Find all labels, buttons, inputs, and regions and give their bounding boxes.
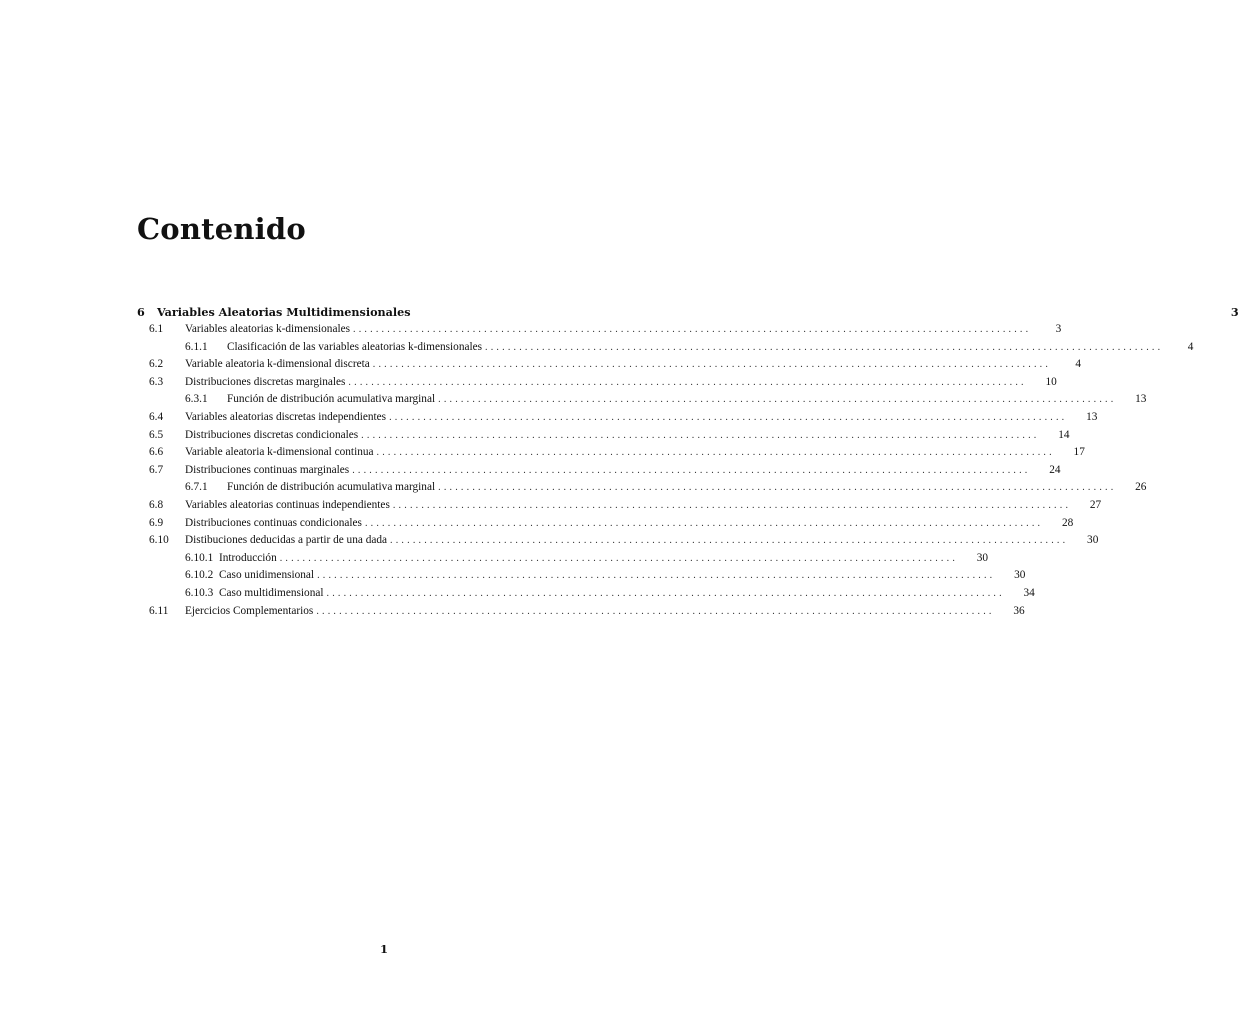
toc-entry-title: Función de distribución acumulativa marginal (227, 393, 436, 406)
toc-entry-page: 13 (1086, 410, 1098, 423)
toc-entry-page: 30 (976, 551, 989, 564)
toc-entry-section[interactable] (137, 532, 1099, 550)
toc-entry-subsection[interactable] (137, 585, 1035, 603)
toc-entry-section[interactable] (137, 427, 1070, 445)
page-number: 1 (379, 942, 388, 956)
toc-entry-number: 6.10 (149, 534, 169, 547)
toc-entry-section[interactable] (137, 321, 1062, 339)
toc-entry-number: 6.11 (149, 604, 169, 617)
toc-entry-number: 6.4 (149, 410, 164, 423)
dot-leader: ....................................................................................................................... (372, 359, 1052, 371)
toc-entry-page: 34 (1023, 586, 1035, 599)
toc-entry-number: 6.7 (149, 463, 164, 476)
toc-entry-page: 4 (1075, 358, 1082, 371)
toc-entry-section[interactable] (137, 356, 1082, 374)
toc-entry-page: 14 (1058, 428, 1070, 441)
dot-leader: ....................................................................................................................... (353, 324, 1032, 335)
toc-entry-page: 26 (1135, 481, 1147, 494)
toc-entry-title: Distribuciones continuas condicionales (185, 516, 362, 529)
dot-leader: ....................................................................................................................... (326, 587, 1005, 599)
toc-entry-title: Caso multidimensional (219, 586, 324, 599)
dot-leader: ....................................................................................................................... (317, 570, 996, 582)
toc-entry-section[interactable] (137, 497, 1102, 515)
table-of-contents (137, 303, 1239, 620)
toc-entry-section[interactable] (137, 374, 1057, 392)
toc-entry-subsection[interactable] (137, 339, 1194, 357)
toc-entry-title: Ejercicios Complementarios (185, 604, 314, 617)
toc-entry-page: 36 (1013, 604, 1025, 617)
toc-entry-page: 30 (1087, 534, 1099, 547)
page-title: Contenido (137, 212, 306, 246)
dot-leader: ....................................................................................................................... (348, 376, 1027, 388)
dot-leader: ....................................................................................................................... (316, 605, 995, 617)
toc-entry-number: 6.5 (149, 428, 164, 441)
toc-entry-subsection[interactable] (137, 479, 1147, 497)
dot-leader: ....................................................................................................................... (376, 447, 1055, 459)
toc-entry-title: Distribuciones continuas marginales (185, 463, 350, 476)
toc-entry-section[interactable] (137, 515, 1074, 533)
toc-entry-chapter[interactable] (137, 303, 1239, 321)
toc-entry-number: 6 (137, 305, 145, 319)
toc-entry-section[interactable] (137, 603, 1025, 621)
toc-entry-page: 28 (1061, 516, 1074, 529)
toc-entry-section[interactable] (137, 462, 1061, 480)
toc-entry-subsection[interactable] (137, 567, 1026, 585)
toc-entry-title: Variables aleatorias k-dimensionales (185, 323, 351, 335)
dot-leader: ....................................................................................................................... (390, 535, 1069, 547)
toc-entry-number: 6.3.1 (185, 393, 208, 406)
toc-entry-page: 4 (1187, 340, 1194, 353)
toc-entry-title: Variable aleatoria k-dimensional continua (185, 446, 374, 459)
toc-entry-number: 6.3 (149, 375, 164, 388)
dot-leader: ....................................................................................................................... (352, 464, 1031, 476)
toc-entry-title: Caso unidimensional (219, 569, 315, 582)
toc-entry-page: 17 (1073, 446, 1085, 459)
toc-entry-title: Variables Aleatorias Multidimensionales (157, 305, 411, 319)
toc-entry-number: 6.9 (149, 516, 164, 529)
toc-entry-page: 13 (1135, 393, 1147, 406)
dot-leader: ....................................................................................................................... (361, 429, 1040, 441)
toc-entry-page: 10 (1045, 375, 1057, 388)
toc-entry-page: 3 (1230, 305, 1239, 319)
dot-leader: ....................................................................................................................... (389, 411, 1068, 423)
toc-entry-page: 3 (1055, 323, 1062, 335)
toc-entry-number: 6.7.1 (185, 481, 208, 494)
toc-entry-title: Clasificación de las variables aleatorias k-dimensionales (227, 340, 483, 353)
toc-entry-number: 6.10.2 (185, 569, 214, 582)
toc-entry-title: Distibuciones deducidas a partir de una dada (185, 534, 388, 547)
dot-leader: ....................................................................................................................... (364, 517, 1044, 529)
toc-entry-number: 6.2 (149, 358, 164, 371)
dot-leader: ....................................................................................................................... (279, 552, 959, 564)
toc-entry-title: Variables aleatorias discretas independientes (185, 410, 387, 423)
toc-entry-title: Introducción (219, 551, 277, 564)
dot-leader: ....................................................................................................................... (485, 341, 1164, 353)
toc-entry-title: Variable aleatoria k-dimensional discreta (185, 358, 370, 371)
toc-entry-title: Distribuciones discretas condicionales (185, 428, 359, 441)
toc-entry-page: 27 (1089, 498, 1102, 511)
toc-entry-page: 30 (1014, 569, 1026, 582)
toc-entry-number: 6.1 (149, 323, 164, 335)
toc-entry-number: 6.10.3 (185, 586, 214, 599)
toc-entry-title: Variables aleatorias continuas independientes (185, 498, 390, 511)
dot-leader: ....................................................................................................................... (438, 482, 1117, 494)
toc-entry-number: 6.10.1 (185, 551, 214, 564)
toc-entry-title: Distribuciones discretas marginales (185, 375, 346, 388)
dot-leader: ....................................................................................................................... (438, 394, 1117, 406)
toc-entry-subsection[interactable] (137, 391, 1147, 409)
toc-entry-page: 24 (1049, 463, 1061, 476)
toc-entry-section[interactable] (137, 444, 1085, 462)
toc-entry-number: 6.6 (149, 446, 164, 459)
toc-entry-number: 6.1.1 (185, 340, 208, 353)
toc-entry-number: 6.8 (149, 498, 164, 511)
dot-leader: ....................................................................................................................... (392, 499, 1072, 511)
toc-entry-title: Función de distribución acumulativa marginal (227, 481, 436, 494)
toc-entry-subsection[interactable] (137, 550, 989, 568)
toc-entry-section[interactable] (137, 409, 1098, 427)
